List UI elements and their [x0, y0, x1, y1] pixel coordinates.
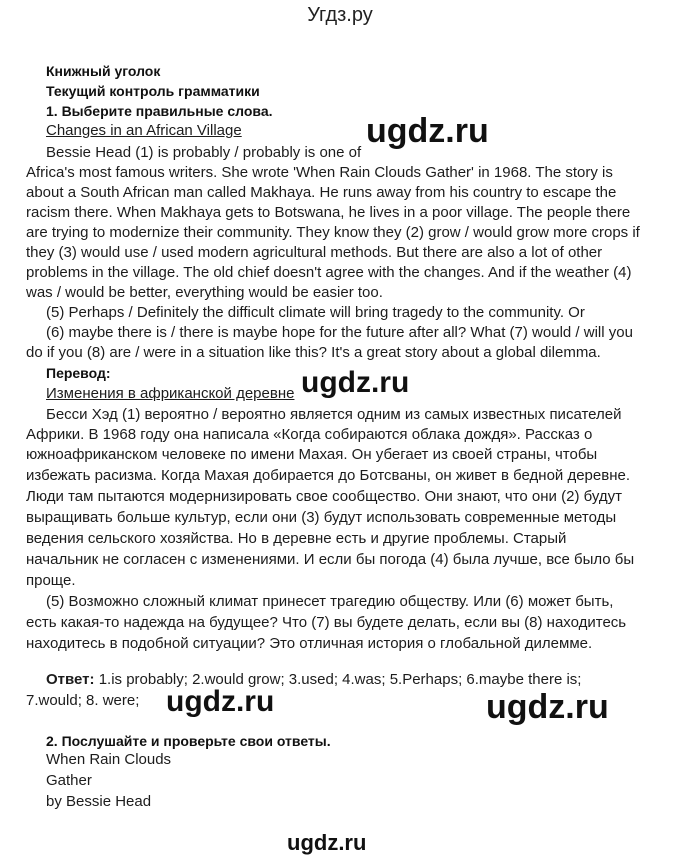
translation-line: есть какая-то надежда на будущее? Что (7) вы будете делать, если вы (8) находитесь: [26, 614, 627, 631]
english-line: they (3) would use / used modern agricultural methods. But there are also a lot of other: [26, 244, 603, 261]
english-line: Bessie Head (1) is probably / probably is one of: [46, 144, 362, 161]
watermark: ugdz.ru: [287, 830, 367, 855]
translation-line: южноафриканском человеке по имени Махая. Он убегает из своей страны, чтобы: [26, 446, 598, 463]
translation-line: избежать расизма. Когда Махая добирается до Ботсваны, он живет в бедной деревне.: [26, 467, 630, 484]
watermark: ugdz.ru: [486, 688, 609, 726]
task-2-line: by Bessie Head: [46, 793, 152, 810]
task-2-line: When Rain Clouds: [46, 751, 172, 768]
answer-line-2: 7.would; 8. were;: [26, 692, 140, 709]
translation-line: находитесь в подобной ситуации? Это отличная история о глобальной дилемме.: [26, 635, 593, 652]
translation-line: (5) Возможно сложный климат принесет трагедию обществу. Или (6) может быть,: [46, 593, 614, 610]
english-line: (6) maybe there is / there is maybe hope for the future after all? What (7) would / will you: [46, 324, 633, 341]
task-2-heading: 2. Послушайте и проверьте свои ответы.: [46, 733, 331, 749]
english-line: racism there. When Makhaya gets to Botswana, he lives in a poor village. The people there: [26, 204, 631, 221]
translation-line: Африки. В 1968 году она написала «Когда собираются облака дождя». Рассказ о: [26, 426, 593, 443]
english-line: about a South African man called Makhaya. He runs away from his country to escape the: [26, 184, 617, 201]
watermark: ugdz.ru: [301, 366, 410, 399]
english-line: (5) Perhaps / Definitely the difficult climate will bring tragedy to the community. Or: [46, 304, 585, 321]
english-line: Africa's most famous writers. She wrote 'When Rain Clouds Gather' in 1968. The story is: [26, 164, 613, 181]
answer-values: 1.is probably; 2.would grow; 3.used; 4.was; 5.Perhaps; 6.maybe there is;: [94, 671, 582, 688]
task-1-heading: 1. Выберите правильные слова.: [46, 103, 273, 119]
answer-line-1: [46, 670, 581, 690]
translation-line: проще.: [26, 572, 76, 589]
subsection-title: Текущий контроль грамматики: [46, 83, 260, 99]
english-line: problems in the village. The old chief doesn't agree with the changes. And if the weather (4): [26, 264, 632, 281]
translation-line: Люди там пытаются модернизировать свое сообщество. Они знают, что они (2) будут: [26, 488, 622, 505]
translation-title: Изменения в африканской деревне: [46, 385, 295, 402]
translation-heading: Перевод:: [46, 365, 111, 381]
english-line: was / would be better, everything would be easier too.: [26, 284, 383, 301]
watermark: ugdz.ru: [366, 112, 489, 150]
english-story-title: Changes in an African Village: [46, 122, 242, 139]
answer-label: Ответ:: [46, 671, 95, 688]
english-line: are trying to modernize their community. They know they (2) grow / would grow more crops if: [26, 224, 640, 241]
english-line: do if you (8) are / were in a situation like this? It's a great story about a global dilemma.: [26, 344, 601, 361]
watermark: ugdz.ru: [166, 685, 275, 718]
section-title: Книжный уголок: [46, 63, 161, 79]
site-title: Угдз.ру: [307, 4, 373, 26]
translation-line: ведения сельского хозяйства. Но в деревне есть и другие проблемы. Старый: [26, 530, 567, 547]
task-2-line: Gather: [46, 772, 92, 789]
translation-line: Бесси Хэд (1) вероятно / вероятно является одним из самых известных писателей: [46, 406, 622, 423]
translation-line: выращивать больше культур, если они (3) будут использовать современные методы: [26, 509, 617, 526]
translation-line: начальник не согласен с изменениями. И если бы погода (4) была лучше, все было бы: [26, 551, 635, 568]
